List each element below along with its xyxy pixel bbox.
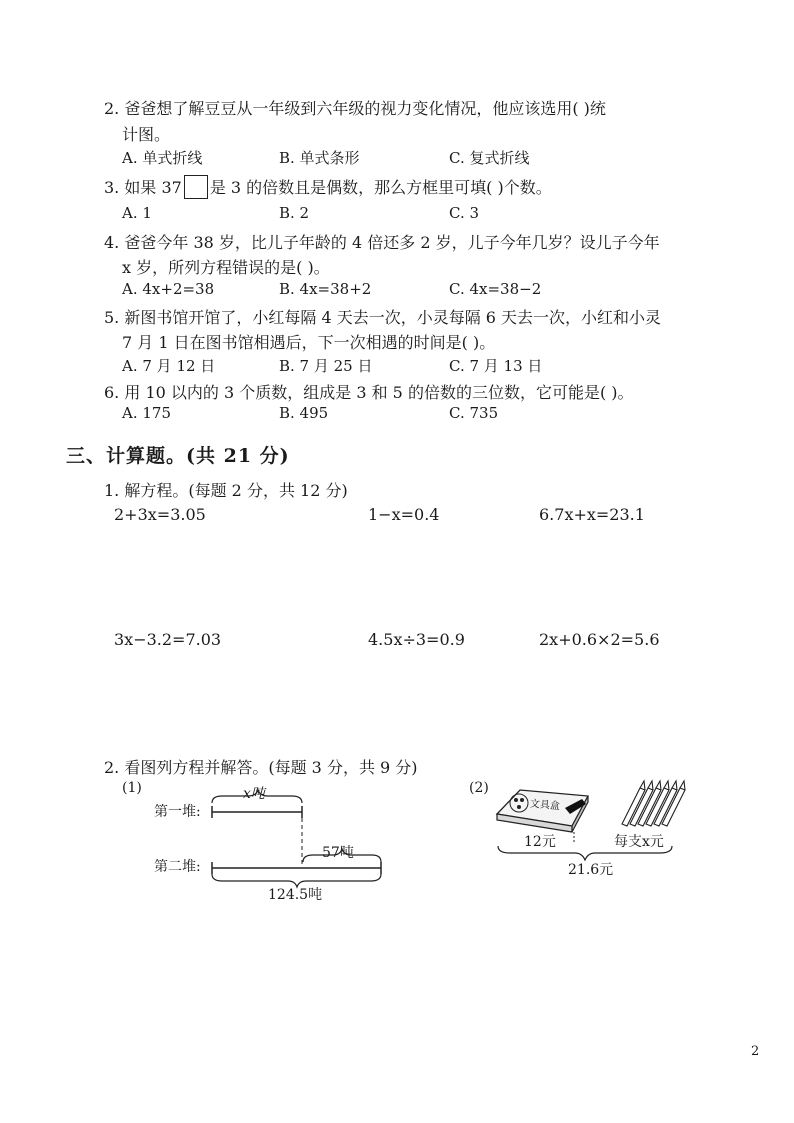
q2-line1: 2. 爸爸想了解豆豆从一年级到六年级的视力变化情况，他应该选用( )统 <box>104 99 606 118</box>
q2-option-b[interactable]: B. 单式条形 <box>279 149 360 167</box>
q3-option-b[interactable]: B. 2 <box>279 204 310 222</box>
q4-option-b[interactable]: B. 4x=38+2 <box>279 280 372 298</box>
part1-title: 1. 解方程。(每题 2 分，共 12 分) <box>104 481 348 500</box>
equation-3: 6.7x+x=23.1 <box>539 505 645 524</box>
pencil-box-text: 文具盒 <box>529 798 561 813</box>
pencil-price-label: 每支x元 <box>614 834 664 850</box>
fig1-number: (1) <box>122 780 142 796</box>
pile1-label: 第一堆: <box>154 804 201 820</box>
q2-option-a[interactable]: A. 单式折线 <box>122 149 203 167</box>
q6-line1: 6. 用 10 以内的 3 个质数，组成是 3 和 5 的倍数的三位数，它可能是( )。 <box>104 383 634 402</box>
q3-suffix: 是 3 的倍数且是偶数，那么方框里可填( )个数。 <box>209 178 552 197</box>
diff-ton-label: 57吨 <box>322 845 354 861</box>
equation-2: 1−x=0.4 <box>368 505 440 524</box>
part2-title: 2. 看图列方程并解答。(每题 3 分，共 9 分) <box>104 758 418 777</box>
q5-option-a[interactable]: A. 7 月 12 日 <box>122 357 216 375</box>
pencils-icon <box>622 781 685 826</box>
equation-1: 2+3x=3.05 <box>114 505 206 524</box>
q6-option-b[interactable]: B. 495 <box>279 404 329 422</box>
box-price-label: 12元 <box>524 834 556 850</box>
q5-line1: 5. 新图书馆开馆了，小红每隔 4 天去一次，小灵每隔 6 天去一次，小红和小灵 <box>104 308 662 327</box>
diff-ton-brace <box>303 849 381 862</box>
section-3-title: 三、计算题。(共 21 分) <box>66 445 290 467</box>
total-ton-label: 124.5吨 <box>268 887 323 903</box>
equation-5: 4.5x÷3=0.9 <box>368 630 465 649</box>
q2-line2: 计图。 <box>122 125 171 144</box>
pile2-label: 第二堆: <box>154 859 201 875</box>
q5-line2: 7 月 1 日在图书馆相遇后，下一次相遇的时间是( )。 <box>122 333 496 352</box>
q4-line2: x 岁，所列方程错误的是( )。 <box>122 258 330 277</box>
q3-prefix: 3. 如果 37 <box>104 178 182 197</box>
fig2-number: (2) <box>469 780 489 796</box>
page-number: 2 <box>751 1044 760 1059</box>
equation-4: 3x−3.2=7.03 <box>114 630 222 649</box>
q6-option-c[interactable]: C. 735 <box>449 404 499 422</box>
equation-6: 2x+0.6×2=5.6 <box>539 630 660 649</box>
q6-option-a[interactable]: A. 175 <box>122 404 171 422</box>
q3-option-c[interactable]: C. 3 <box>449 204 480 222</box>
q4-line1: 4. 爸爸今年 38 岁，比儿子年龄的 4 倍还多 2 岁，儿子今年几岁？设儿子今年 <box>104 233 660 252</box>
q4-option-c[interactable]: C. 4x=38−2 <box>449 280 542 298</box>
q3-option-a[interactable]: A. 1 <box>122 204 152 222</box>
q2-option-c[interactable]: C. 复式折线 <box>449 149 530 167</box>
q5-option-b[interactable]: B. 7 月 25 日 <box>279 357 373 375</box>
q5-option-c[interactable]: C. 7 月 13 日 <box>449 357 543 375</box>
x-ton-label: x吨 <box>243 786 265 802</box>
q4-option-a[interactable]: A. 4x+2=38 <box>122 280 215 298</box>
total-ton-brace <box>212 874 381 887</box>
total-price-label: 21.6元 <box>568 862 614 878</box>
x-ton-brace <box>212 790 302 803</box>
